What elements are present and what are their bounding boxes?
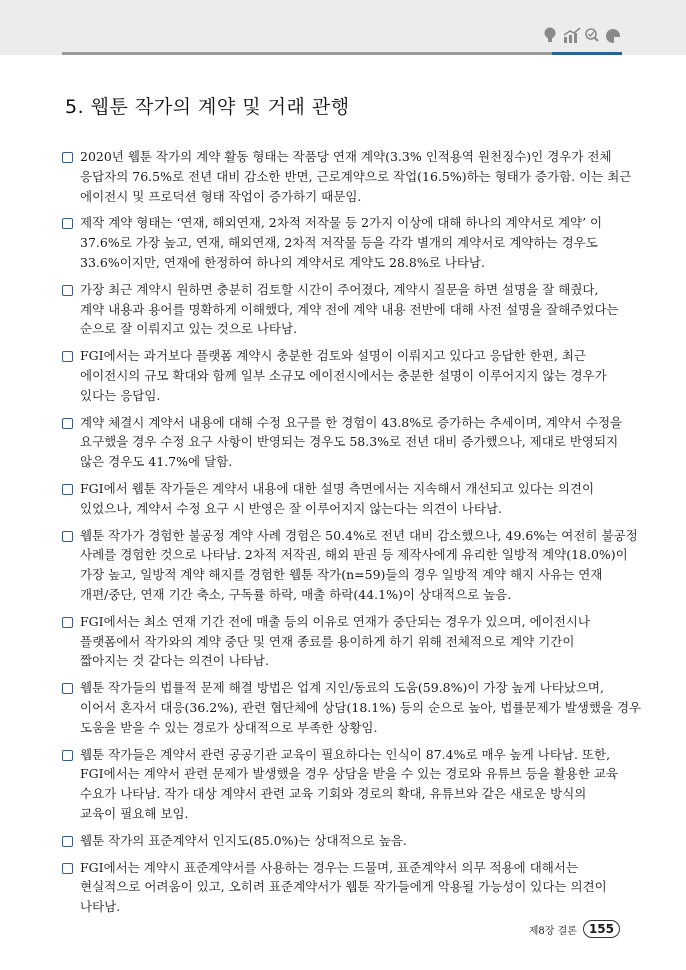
square-bullet-icon [62,750,73,761]
paragraph-line: 짧아지는 것 같다는 의견이 나타남. [80,653,269,669]
paragraph-line: 가장 최근 계약시 원하면 충분히 검토할 시간이 주어졌다, 계약시 질문을 하면 설명을 잘 해줬다, [80,281,599,297]
paragraph-line: FGI에서는 계약시 표준계약서를 사용하는 경우는 드물며, 표준계약서 의무 적용에 대해서는 [80,859,579,875]
square-bullet-icon [62,836,73,847]
bullet-paragraph [62,147,632,206]
page-number: 155 [583,920,620,938]
paragraph-line: 수요가 나타남. 작가 대상 계약서 관련 교육 기회와 경로의 확대, 유튜브와 같은 새로운 방식의 [80,786,587,802]
paragraph-line: 제작 계약 형태는 ‘연재, 해외연재, 2차적 저작물 등 2가지 이상에 대해 하나의 계약서로 계약’ 이 [80,215,603,231]
paragraph-line: 요구했을 경우 수정 요구 사항이 반영되는 경우도 58.3%로 전년 대비 증가했으나, 제대로 반영되지 [80,434,619,450]
growth-chart-icon [563,26,579,44]
square-bullet-icon [62,418,73,429]
bullet-paragraph [62,213,602,272]
paragraph-line: FGI에서 웹툰 작가들은 계약서 내용에 대한 설명 측면에서는 지속해서 개선되고 있다는 의견이 [80,480,595,496]
paragraph-line: FGI에서는 계약서 관련 문제가 발생했을 경우 상담을 받을 수 있는 경로와 유튜브 등을 활용한 교육 [80,766,619,782]
paragraph-line: FGI에서는 최소 연재 기간 전에 매출 등의 이유로 연재가 중단되는 경우가 있으며, 에이전시나 [80,613,590,629]
paragraph-line: 계약 내용과 용어를 명확하게 이해했다, 계약 전에 계약 내용 전반에 대해 사전 설명을 잘해주었다는 [80,301,619,317]
paragraph-line: 에이전시 및 프로덕션 형태 작업이 증가하기 때문임. [80,188,362,204]
paragraph-line: FGI에서는 과거보다 플랫폼 계약시 충분한 검토와 설명이 이뤄지고 있다고 응답한 한편, 최근 [80,348,586,364]
paragraph-line: 37.6%로 가장 높고, 연재, 해외연재, 2차적 저작물 등을 각각 별개의 계약서로 계약하는 경우도 [80,235,598,251]
square-bullet-icon [62,484,73,495]
bullet-paragraph [62,831,602,851]
paragraph-line: 플랫폼에서 작가와의 계약 중단 및 연재 종료를 용이하게 하기 위해 전체적으로 계약 기간이 [80,633,575,649]
paragraph-line: 순으로 잘 이뤄지고 있는 것으로 나타남. [80,321,298,337]
paragraph-line: 웹툰 작가의 표준계약서 인지도(85.0%)는 상대적으로 높음. [80,832,407,848]
paragraph-line: 사례를 경험한 것으로 나타남. 2차적 저작권, 해외 판권 등 제작사에게 유리한 일방적 계약(18.0%)이 [80,547,628,563]
paragraph-line: 나타남. [80,899,121,915]
square-bullet-icon [62,218,73,229]
bullet-paragraph [62,280,619,339]
paragraph-line: 개편/중단, 연재 기간 축소, 구독률 하락, 매출 하락(44.1%)이 상대적으로 높음. [80,586,512,602]
document-body [62,147,642,924]
paragraph-line: 현실적으로 어려움이 있고, 오히려 표준계약서가 웹툰 작가들에게 악용될 가능성이 있다는 의견이 [80,879,607,895]
chapter-label: 제8장 결론 [528,925,577,937]
header-rule-blue [552,52,622,55]
pie-chart-icon [605,26,621,44]
square-bullet-icon [62,152,73,163]
bullet-paragraph [62,745,619,824]
bullet-paragraph [62,526,638,605]
square-bullet-icon [62,285,73,296]
square-bullet-icon [62,351,73,362]
paragraph-line: 교육이 필요해 보임. [80,805,189,821]
bullet-paragraph [62,479,602,519]
square-bullet-icon [62,863,73,874]
paragraph-line: 계약 체결시 계약서 내용에 대해 수정 요구를 한 경험이 43.8%로 증가하는 추세이며, 계약서 수정을 [80,414,623,430]
header-icons [542,26,621,44]
bullet-paragraph [62,612,602,671]
paragraph-line: 있다는 응답임. [80,387,161,403]
paragraph-line: 에이전시의 규모 확대와 함께 일부 소규모 에이전시에서는 충분한 설명이 이루어지지 않는 경우가 [80,367,607,383]
paragraph-line: 응답자의 76.5%로 전년 대비 감소한 반면, 근로계약으로 작업(16.5%)하는 형태가 증가함. 이는 최근 [80,168,632,184]
section-title: 5. 웹툰 작가의 계약 및 거래 관행 [65,96,350,118]
paragraph-line: 웹툰 작가가 경험한 불공정 계약 사례 경험은 50.4%로 전년 대비 감소했으나, 49.6%는 여전히 불공정 [80,527,638,543]
bullet-paragraph [62,346,607,405]
bullet-paragraph [62,413,623,472]
paragraph-line: 웹툰 작가들은 계약서 관련 공공기관 교육이 필요하다는 인식이 87.4%로 매우 높게 나타남. 또한, [80,746,611,762]
header-rule-gray [62,52,552,55]
paragraph-line: 않은 경우도 41.7%에 달함. [80,454,233,470]
bullet-paragraph [62,678,642,737]
square-bullet-icon [62,683,73,694]
square-bullet-icon [62,617,73,628]
magnifier-check-icon [584,26,600,44]
page-header [0,0,686,55]
paragraph-line: 웹툰 작가들의 법률적 문제 해결 방법은 업계 지인/동료의 도움(59.8%)이 가장 높게 나타났으며, [80,680,604,696]
paragraph-line: 있었으나, 계약서 수정 요구 시 반영은 잘 이루어지지 않는다는 의견이 나타남. [80,500,503,516]
paragraph-line: 33.6%이지만, 연재에 한정하여 하나의 계약서로 계약도 28.8%로 나타남. [80,254,485,270]
paragraph-line: 가장 높고, 일방적 계약 해지를 경험한 웹툰 작가(n=59)들의 경우 일방적 계약 해지 사유는 연재 [80,567,603,583]
paragraph-line: 도움을 받을 수 있는 경로가 상대적으로 부족한 상황임. [80,719,378,735]
paragraph-line: 이어서 혼자서 대응(36.2%), 관련 협단체에 상담(18.1%) 등의 순으로 높아, 법률문제가 발생했을 경우 [80,699,642,715]
lightbulb-icon [542,26,558,44]
paragraph-line: 2020년 웹툰 작가의 계약 활동 형태는 작품당 연재 계약(3.3% 인적용역 원천징수)인 경우가 전체 [80,149,612,164]
square-bullet-icon [62,531,73,542]
bullet-paragraph [62,858,607,917]
page-footer [529,920,620,938]
